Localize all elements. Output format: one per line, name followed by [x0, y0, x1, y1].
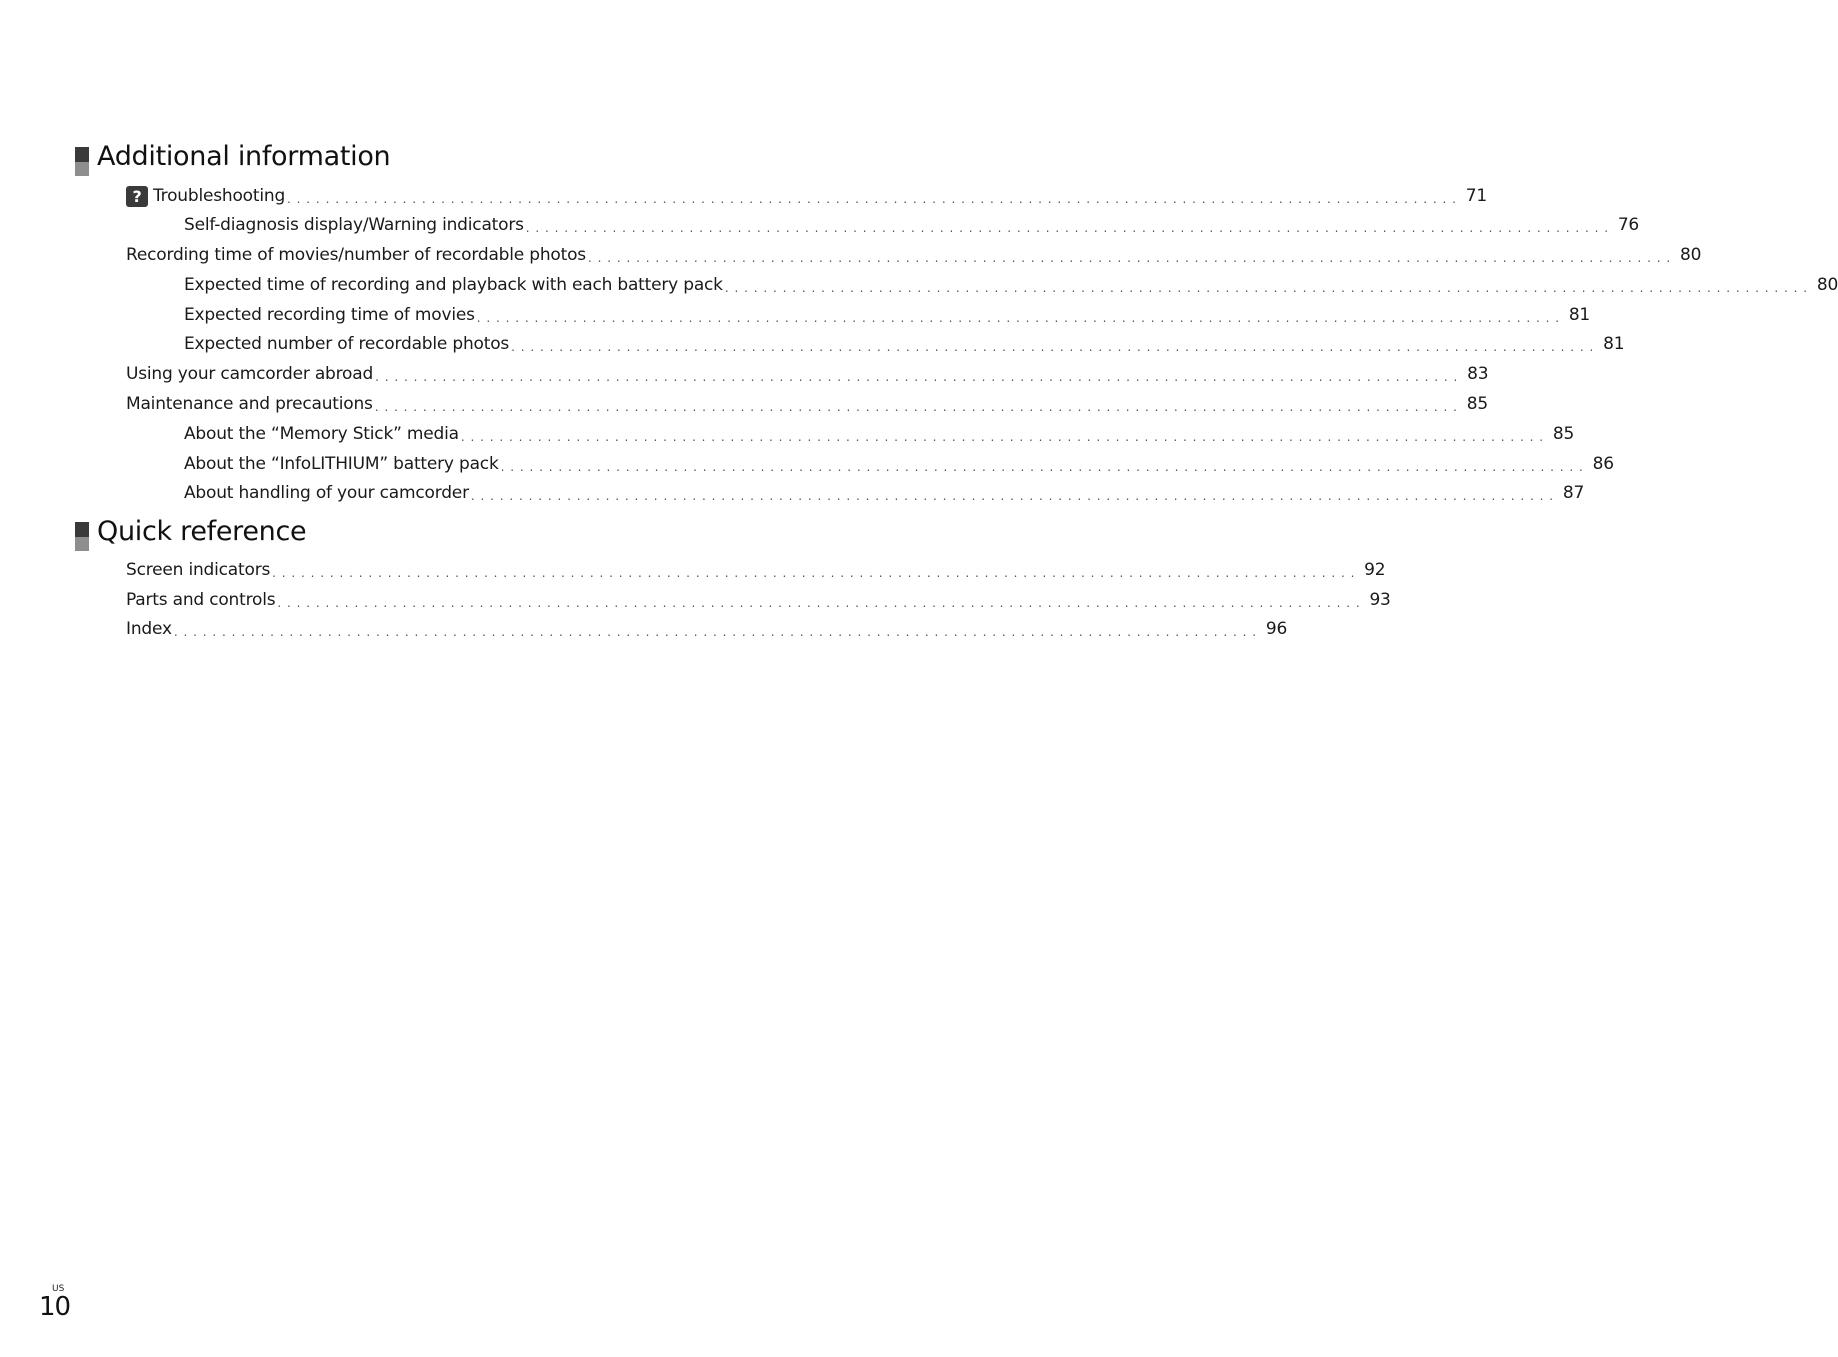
- toc-entry-label: Expected number of recordable photos: [184, 334, 510, 354]
- toc-entry-screen-indicators[interactable]: [126, 555, 1386, 585]
- question-mark-icon: ?: [126, 186, 148, 207]
- dot-leader: . . . . . . . . . . . . . . . . . . . . . . . . . . . . . . . . . . . . . . . . . . . . . . . . . . . . . . . . . . . . . . . . . . . . . . . . . . . . . . . . . . . . . . . . . . . . . . . . . . . . . . . . . . . . . . . . .: [525, 221, 1610, 235]
- toc-entry-page: 96: [1265, 619, 1288, 639]
- toc-entry-label: Expected time of recording and playback with each battery pack: [184, 275, 723, 295]
- toc-entry-infolithium[interactable]: [184, 449, 1614, 479]
- toc-entry-label: Using your camcorder abroad: [126, 364, 374, 384]
- toc-entry-label: Troubleshooting: [153, 186, 286, 206]
- section-title: Quick reference: [97, 516, 307, 547]
- toc-entry-label: About the “InfoLITHIUM” battery pack: [184, 454, 499, 474]
- toc-entry-label: Screen indicators: [126, 560, 271, 580]
- dot-leader: . . . . . . . . . . . . . . . . . . . . . . . . . . . . . . . . . . . . . . . . . . . . . . . . . . . . . . . . . . . . . . . . . . . . . . . . . . . . . . . . . . . . . . . . . . . . . . . . . . . . . . . . . . . . . . . . .: [470, 489, 1555, 503]
- dot-leader: . . . . . . . . . . . . . . . . . . . . . . . . . . . . . . . . . . . . . . . . . . . . . . . . . . . . . . . . . . . . . . . . . . . . . . . . . . . . . . . . . . . . . . . . . . . . . . . . . . . . . . . . . . . . . . . . .: [587, 251, 1672, 265]
- toc-entry-maintenance[interactable]: [126, 389, 1488, 419]
- toc-entry-label: Index: [126, 619, 172, 639]
- toc-entry-expected-time-battery[interactable]: [184, 270, 1838, 300]
- dot-leader: . . . . . . . . . . . . . . . . . . . . . . . . . . . . . . . . . . . . . . . . . . . . . . . . . . . . . . . . . . . . . . . . . . . . . . . . . . . . . . . . . . . . . . . . . . . . . . . . . . . . . . . . . . . . . . . . .: [724, 281, 1809, 295]
- toc-entry-page: 71: [1465, 186, 1487, 206]
- toc-entry-index[interactable]: [126, 614, 1288, 644]
- toc-entry-page: 81: [1603, 334, 1625, 354]
- section-marker-icon: [75, 147, 89, 176]
- dot-leader: . . . . . . . . . . . . . . . . . . . . . . . . . . . . . . . . . . . . . . . . . . . . . . . . . . . . . . . . . . . . . . . . . . . . . . . . . . . . . . . . . . . . . . . . . . . . . . . . . . . . . . . . . . . . . . . . . . . . . . . . . .: [287, 192, 1457, 206]
- toc-entry-page: 81: [1568, 305, 1591, 325]
- toc-entry-troubleshooting[interactable]: [126, 181, 1487, 211]
- section-title: Additional information: [97, 141, 391, 172]
- toc-entry-label: Parts and controls: [126, 590, 276, 610]
- toc-entry-page: 86: [1592, 454, 1614, 474]
- dot-leader: . . . . . . . . . . . . . . . . . . . . . . . . . . . . . . . . . . . . . . . . . . . . . . . . . . . . . . . . . . . . . . . . . . . . . . . . . . . . . . . . . . . . . . . . . . . . . . . . . . . . . . . . . . . . . . . . .: [500, 460, 1584, 474]
- toc-entry-page: 83: [1467, 364, 1489, 384]
- toc-entry-label: Expected recording time of movies: [184, 305, 475, 325]
- dot-leader: . . . . . . . . . . . . . . . . . . . . . . . . . . . . . . . . . . . . . . . . . . . . . . . . . . . . . . . . . . . . . . . . . . . . . . . . . . . . . . . . . . . . . . . . . . . . . . . . . . . . . . . . . . . . . . . . .: [460, 430, 1545, 444]
- toc-entry-using-abroad[interactable]: [126, 359, 1489, 389]
- dot-leader: . . . . . . . . . . . . . . . . . . . . . . . . . . . . . . . . . . . . . . . . . . . . . . . . . . . . . . . . . . . . . . . . . . . . . . . . . . . . . . . . . . . . . . . . . . . . . . . . . . . . . . . . . . . . . . . . .: [375, 370, 1459, 384]
- toc-entry-label: About the “Memory Stick” media: [184, 424, 459, 444]
- toc-entry-recording-time[interactable]: [126, 240, 1702, 270]
- toc-entry-page: 80: [1679, 245, 1702, 265]
- toc-entry-page: 80: [1816, 275, 1838, 295]
- dot-leader: . . . . . . . . . . . . . . . . . . . . . . . . . . . . . . . . . . . . . . . . . . . . . . . . . . . . . . . . . . . . . . . . . . . . . . . . . . . . . . . . . . . . . . . . . . . . . . . . . . . . . . . . . . . . . . . . .: [476, 311, 1561, 325]
- toc-entry-handling-camcorder[interactable]: [184, 478, 1585, 508]
- toc-entry-page: 76: [1617, 215, 1640, 235]
- toc-entry-self-diagnosis[interactable]: [184, 210, 1640, 240]
- toc-entry-label: Recording time of movies/number of recordable photos: [126, 245, 586, 265]
- footer-page-number: 10: [39, 1292, 71, 1322]
- toc-entry-expected-number-photos[interactable]: [184, 329, 1625, 359]
- toc-entry-parts-controls[interactable]: [126, 585, 1391, 615]
- toc-entry-label: About handling of your camcorder: [184, 483, 469, 503]
- dot-leader: . . . . . . . . . . . . . . . . . . . . . . . . . . . . . . . . . . . . . . . . . . . . . . . . . . . . . . . . . . . . . . . . . . . . . . . . . . . . . . . . . . . . . . . . . . . . . . . . . . . . . . . . . . . . . . . . .: [277, 596, 1361, 610]
- dot-leader: . . . . . . . . . . . . . . . . . . . . . . . . . . . . . . . . . . . . . . . . . . . . . . . . . . . . . . . . . . . . . . . . . . . . . . . . . . . . . . . . . . . . . . . . . . . . . . . . . . . . . . . . . . . . . . . . .: [173, 625, 1258, 639]
- dot-leader: . . . . . . . . . . . . . . . . . . . . . . . . . . . . . . . . . . . . . . . . . . . . . . . . . . . . . . . . . . . . . . . . . . . . . . . . . . . . . . . . . . . . . . . . . . . . . . . . . . . . . . . . . . . . . . . . .: [374, 400, 1458, 414]
- section-marker-icon: [75, 522, 89, 551]
- toc-entry-memory-stick[interactable]: [184, 419, 1575, 449]
- toc-entry-expected-recording-time[interactable]: [184, 300, 1591, 330]
- toc-entry-page: 85: [1466, 394, 1488, 414]
- toc-entry-page: 87: [1562, 483, 1585, 503]
- dot-leader: . . . . . . . . . . . . . . . . . . . . . . . . . . . . . . . . . . . . . . . . . . . . . . . . . . . . . . . . . . . . . . . . . . . . . . . . . . . . . . . . . . . . . . . . . . . . . . . . . . . . . . . . . . . . . . . . .: [511, 340, 1595, 354]
- toc-entry-page: 93: [1369, 590, 1391, 610]
- toc-entry-page: 85: [1552, 424, 1575, 444]
- footer-region-code: US: [52, 1284, 65, 1294]
- dot-leader: . . . . . . . . . . . . . . . . . . . . . . . . . . . . . . . . . . . . . . . . . . . . . . . . . . . . . . . . . . . . . . . . . . . . . . . . . . . . . . . . . . . . . . . . . . . . . . . . . . . . . . . . . . . . . . . . .: [272, 566, 1356, 580]
- toc-entry-label: Maintenance and precautions: [126, 394, 373, 414]
- toc-entry-label: Self-diagnosis display/Warning indicators: [184, 215, 524, 235]
- toc-entry-page: 92: [1364, 560, 1386, 580]
